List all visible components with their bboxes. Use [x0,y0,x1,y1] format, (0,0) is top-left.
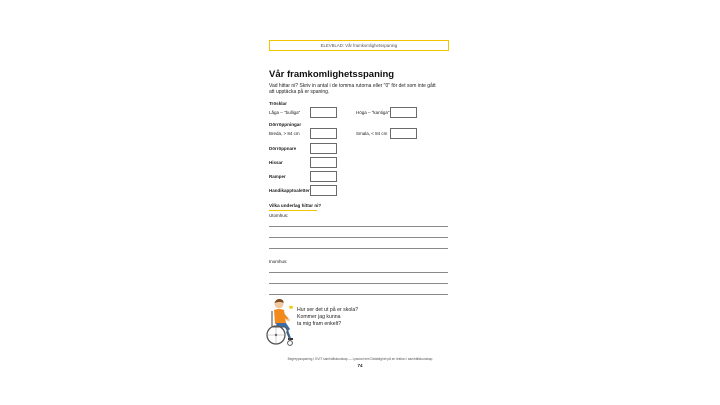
label-handikapptoaletter: Handikapptoaletter [269,188,310,193]
speech-line: Hur ser det ut på er skola? [297,307,359,313]
label-ramper: Ramper [269,174,286,179]
label-inomhus: Inomhus: [269,259,288,264]
footer-reference: Begreppsspaning i GVIT samhällskunskap — Lyssna hem Delaktighet på en lektion i samhällskunskap [287,357,433,361]
label-smala: Smala, < 84 cm [356,131,388,136]
input-box-breda[interactable] [310,128,337,139]
writing-line[interactable] [269,272,448,273]
worksheet-page [262,30,458,375]
page-title: Vår framkomlighetsspaning [269,69,395,80]
writing-line[interactable] [269,294,448,295]
intro-text: Vad hittar ni? Skriv in antal i de tomma rutorna eller "0" för det som inte gått att upptäcka på er spaning. [269,83,436,96]
label-utomhus: Utomhus: [269,213,289,218]
input-box-hissar[interactable] [310,157,337,168]
writing-line[interactable] [269,226,448,227]
speech-line: ta mig fram enkelt? [297,321,342,328]
writing-line[interactable] [269,237,448,238]
quote-icon: ❞ [289,305,294,314]
input-box-smala[interactable] [390,128,417,139]
input-box-hoga[interactable] [390,107,417,118]
label-hissar: Hissar [269,160,283,165]
input-box-dorroppnare[interactable] [310,143,337,154]
input-box-ramper[interactable] [310,171,337,182]
section-trosklar: Trösklar [269,101,287,106]
speech-bubble-text [297,307,377,329]
underlag-underline [269,210,317,211]
label-hoga: Höga – "kantiga" [356,110,390,115]
section-dorroppningar: Dörröppningar [269,122,302,127]
label-breda: Breda, > 84 cm [269,131,300,136]
page-number: 74 [357,363,363,368]
writing-line[interactable] [269,283,448,284]
writing-line[interactable] [269,248,448,249]
label-laga: Låga – "bulliga" [269,110,301,115]
speech-line: Kommer jag kunna [297,314,341,321]
input-box-handikapptoaletter[interactable] [310,185,337,196]
worksheet-banner: ELEVBLAD: Vår framkomlighetsspaning [269,40,449,51]
label-dorroppnare: Dörröppnare [269,146,297,151]
underlag-question: Vilka underlag hittar ni? [269,203,322,208]
input-box-laga[interactable] [310,107,337,118]
